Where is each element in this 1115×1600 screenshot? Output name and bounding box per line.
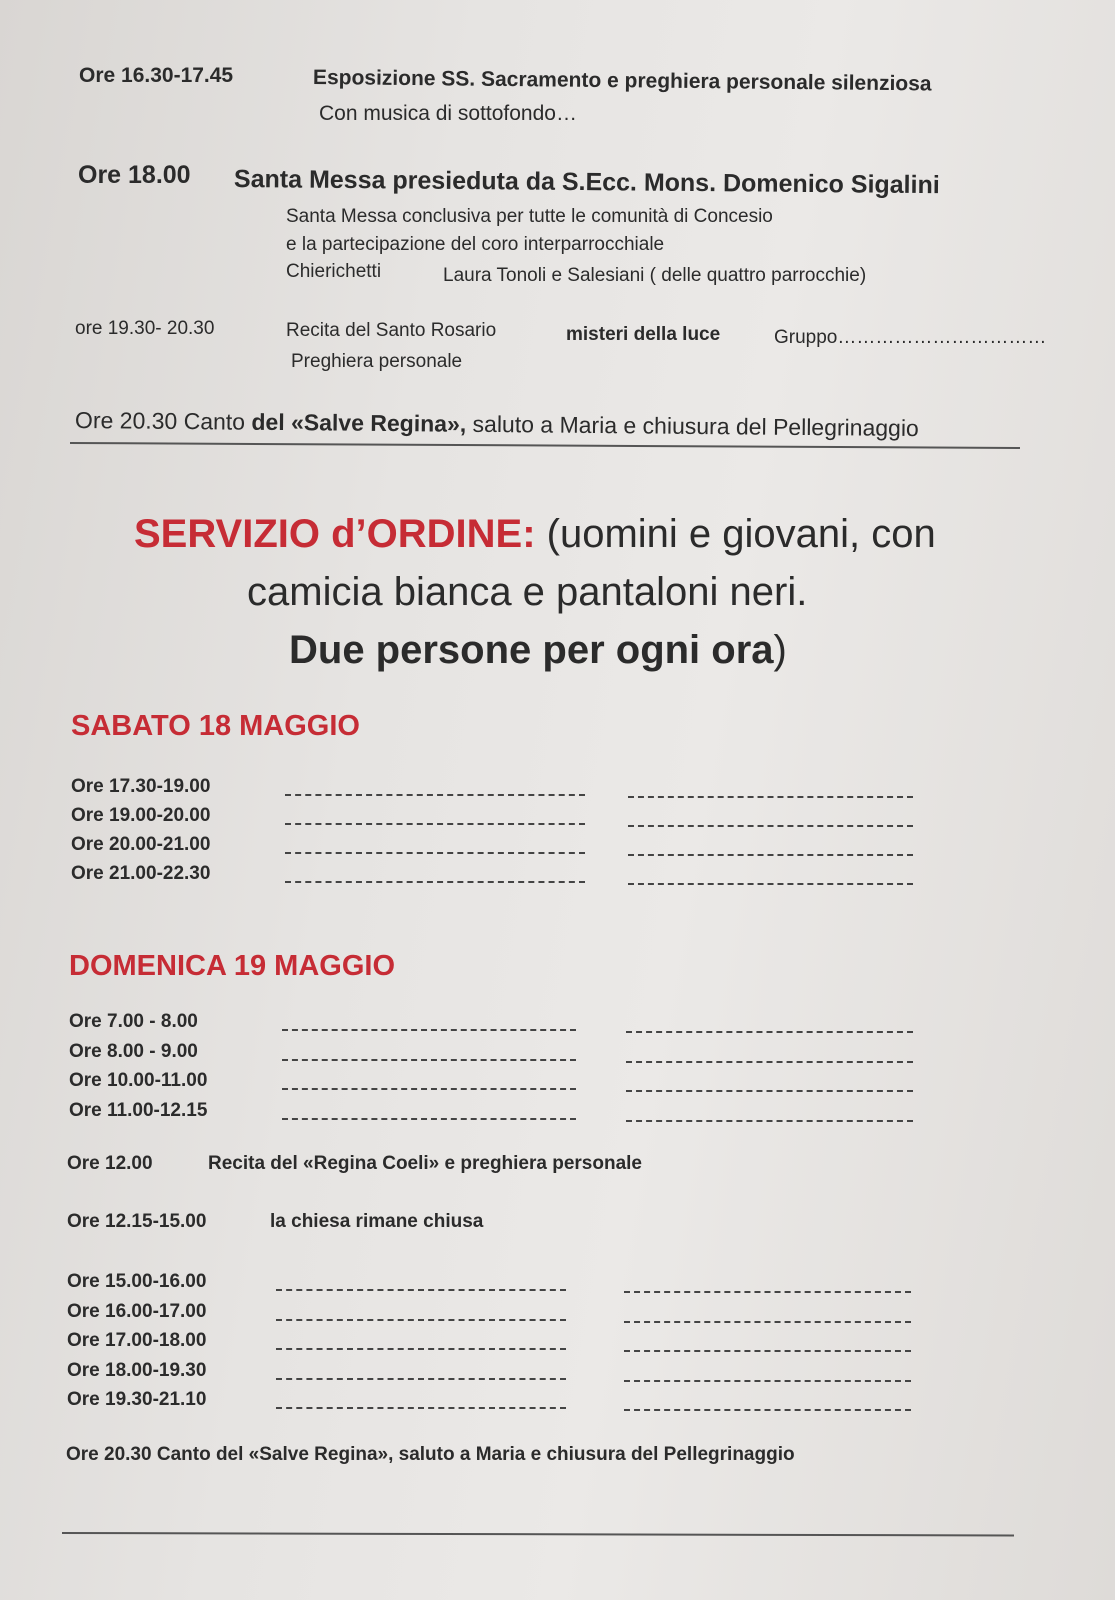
noon-text: Recita del «Regina Coeli» e preghiera personale — [208, 1153, 642, 1174]
slot-time: Ore 8.00 - 9.00 — [69, 1040, 198, 1062]
volunteer-line-2 — [626, 1120, 913, 1122]
closing-post: saluto a Maria e chiusura del Pellegrinaggio — [466, 410, 919, 442]
program-time-2: Ore 18.00 — [78, 161, 191, 189]
servizio-text-1: (uomini e giovani, con — [535, 512, 936, 556]
program-sub-1: Con musica di sottofondo… — [319, 102, 577, 125]
slot-time: Ore 11.00-12.15 — [69, 1099, 208, 1121]
slot-time: Ore 17.30-19.00 — [71, 776, 211, 797]
volunteer-line-1 — [282, 1059, 576, 1061]
servizio-line-2: camicia bianca e pantaloni neri. — [247, 570, 808, 614]
volunteer-line-2 — [628, 854, 913, 856]
volunteer-line-2 — [624, 1291, 911, 1293]
program-line-2a: Santa Messa conclusiva per tutte le comunità di Concesio — [286, 206, 773, 227]
program-line-2b: e la partecipazione del coro interparrocchiale — [286, 234, 665, 255]
divider-bottom — [62, 1532, 1014, 1536]
servizio-label: SERVIZIO d’ORDINE: — [134, 512, 536, 556]
volunteer-line-1 — [282, 1118, 576, 1120]
slot-time: Ore 19.30-21.10 — [67, 1389, 207, 1410]
volunteer-line-2 — [626, 1031, 913, 1033]
slot-time: Ore 16.00-17.00 — [67, 1300, 207, 1322]
program-line-2c: Chierichetti — [286, 261, 382, 282]
closing-bold: del «Salve Regina», — [251, 408, 467, 437]
program-rosario: Recita del Santo Rosario — [286, 320, 497, 341]
domenica-heading: DOMENICA 19 MAGGIO — [69, 950, 396, 982]
slot-time: Ore 18.00-19.30 — [67, 1359, 207, 1381]
noon-time: Ore 12.00 — [67, 1153, 153, 1174]
servizio-line-1 — [134, 512, 936, 557]
slot-time: Ore 21.00-22.30 — [71, 863, 211, 884]
program-title-2: Santa Messa presieduta da S.Ecc. Mons. Domenico Sigalini — [233, 165, 940, 200]
domenica-closing: Ore 20.30 Canto del «Salve Regina», saluto a Maria e chiusura del Pellegrinaggio — [66, 1444, 795, 1465]
volunteer-line-1 — [285, 881, 585, 883]
volunteer-line-1 — [276, 1378, 566, 1380]
slot-time: Ore 15.00-16.00 — [67, 1271, 207, 1292]
volunteer-line-1 — [276, 1289, 566, 1291]
slot-time: Ore 19.00-20.00 — [71, 805, 211, 826]
volunteer-line-1 — [285, 852, 585, 854]
volunteer-line-1 — [282, 1088, 576, 1090]
volunteer-line-2 — [624, 1409, 911, 1411]
program-time-3: ore 19.30- 20.30 — [75, 318, 215, 339]
program-line-2d: Laura Tonoli e Salesiani ( delle quattro parrocchie) — [443, 265, 867, 286]
servizio-line-3 — [289, 628, 787, 673]
slot-time: Ore 7.00 - 8.00 — [69, 1011, 198, 1032]
volunteer-line-1 — [276, 1348, 566, 1350]
closed-time: Ore 12.15-15.00 — [67, 1211, 207, 1232]
volunteer-line-2 — [628, 796, 913, 798]
program-misteri: misteri della luce — [566, 324, 721, 345]
closing-pre: Ore 20.30 Canto — [74, 407, 252, 435]
sabato-heading: SABATO 18 MAGGIO — [71, 710, 360, 742]
closed-text: la chiesa rimane chiusa — [270, 1211, 484, 1232]
program-title-1: Esposizione SS. Sacramento e preghiera personale silenziosa — [312, 66, 932, 96]
volunteer-line-2 — [626, 1090, 913, 1092]
slot-time: Ore 20.00-21.00 — [71, 834, 211, 855]
volunteer-line-2 — [628, 883, 913, 885]
volunteer-line-1 — [285, 823, 585, 825]
volunteer-line-1 — [276, 1407, 566, 1409]
volunteer-line-2 — [624, 1350, 911, 1352]
volunteer-line-2 — [624, 1321, 911, 1323]
volunteer-line-1 — [282, 1029, 576, 1031]
slot-time: Ore 10.00-11.00 — [69, 1070, 208, 1091]
program-gruppo: Gruppo…………………………… — [774, 327, 1047, 348]
program-sub-3: Preghiera personale — [291, 351, 463, 372]
slot-time: Ore 17.00-18.00 — [67, 1330, 207, 1351]
volunteer-line-1 — [276, 1319, 566, 1321]
volunteer-line-2 — [626, 1061, 913, 1063]
volunteer-line-2 — [628, 825, 913, 827]
program-time-1: Ore 16.30-17.45 — [79, 64, 234, 87]
divider-top — [70, 442, 1020, 449]
servizio-close: ) — [773, 628, 787, 672]
program-closing — [75, 407, 919, 442]
volunteer-line-1 — [285, 794, 585, 796]
volunteer-line-2 — [624, 1380, 911, 1382]
servizio-bold: Due persone per ogni ora — [289, 628, 774, 672]
